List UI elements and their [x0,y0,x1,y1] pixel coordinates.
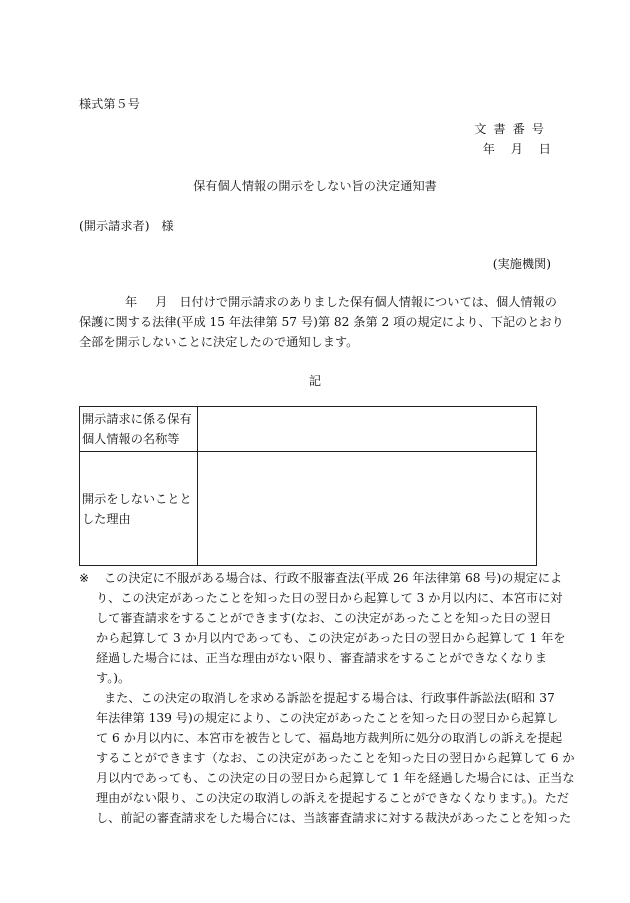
note-line: 経過した場合には、正当な理由がない限り、審査請求をすることができなくなりま [96,651,547,665]
note-line: して審査請求をすることができます(なお、この決定があったことを知った日の翌日 [96,611,552,625]
lead-day-text: 日付けで開示請求のありました保有個人情報については、個人情報の [179,295,557,309]
note-mark: ※ [79,571,90,585]
issuing-agency: (実施機関) [492,257,551,271]
note-line: することができます（なお、この決定があったことを知った日の翌日から起算して 6 か [96,751,575,765]
info-table [79,406,537,566]
note-line: また、この決定の取消しを求める訴訟を提起する場合は、行政事件訴訟法(昭和 37 [104,691,555,705]
recipient-line: (開示請求者) 様 [79,219,174,233]
note-line: り、この決定があったことを知った日の翌日から起算して 3 か月以内に、本宮市に対 [96,591,563,605]
table-label-line: 開示請求に係る保有 [82,412,192,426]
table-label-line: した理由 [82,511,131,526]
note-line: から起算して 3 か月以内であっても、この決定があった日の翌日から起算して 1 年を [96,631,566,645]
table-label-line: 個人情報の名称等 [82,432,180,446]
note-line: す。)。 [96,671,131,685]
lead-year: 年 [125,295,138,309]
lead-paragraph-line-3: 全部を開示しないことに決定したので通知します。 [79,335,359,349]
note-line: 理由がない限り、この決定の取消しの訴えを提起することができなくなります。)。ただ [96,791,569,805]
document-date-label: 年 月 日 [482,142,551,156]
note-line: て 6 か月以内に、本宮市を被告として、福島地方裁判所に処分の取消しの訴えを提起 [96,731,563,745]
lead-paragraph-line-1 [79,293,557,310]
table-label-line: 開示をしないことと [82,491,192,506]
lead-month: 月 [155,295,168,309]
document-title: 保有個人情報の開示をしない旨の決定通知書 [193,179,437,193]
table-label-cell [80,452,198,566]
note-line: ※ この決定に不服がある場合は、行政不服審査法(平成 26 年法律第 68 号)の規定によ [79,568,551,588]
lead-paragraph-line-2: 保護に関する法律(平成 15 年法律第 57 号)第 82 条第 2 項の規定により、下記のとおり [79,315,564,329]
form-number: 様式第５号 [79,97,140,111]
record-heading: 記 [308,374,322,388]
appeal-notice [79,568,575,828]
table-row [80,407,537,452]
table-value-cell [198,452,537,566]
note-line: 月以内であっても、この決定の日の翌日から起算して 1 年を経過した場合には、正当な [96,771,575,785]
table-row [80,452,537,566]
table-value-cell [198,407,537,452]
note-line: 年法律第 139 号)の規定により、この決定があったことを知った日の翌日から起算し [96,711,559,725]
note-line: し、前記の審査請求をした場合には、当該審査請求に対する裁決があったことを知った [96,811,572,825]
table-label-cell [80,407,198,452]
document-number-label: 文書番号 [474,122,551,136]
